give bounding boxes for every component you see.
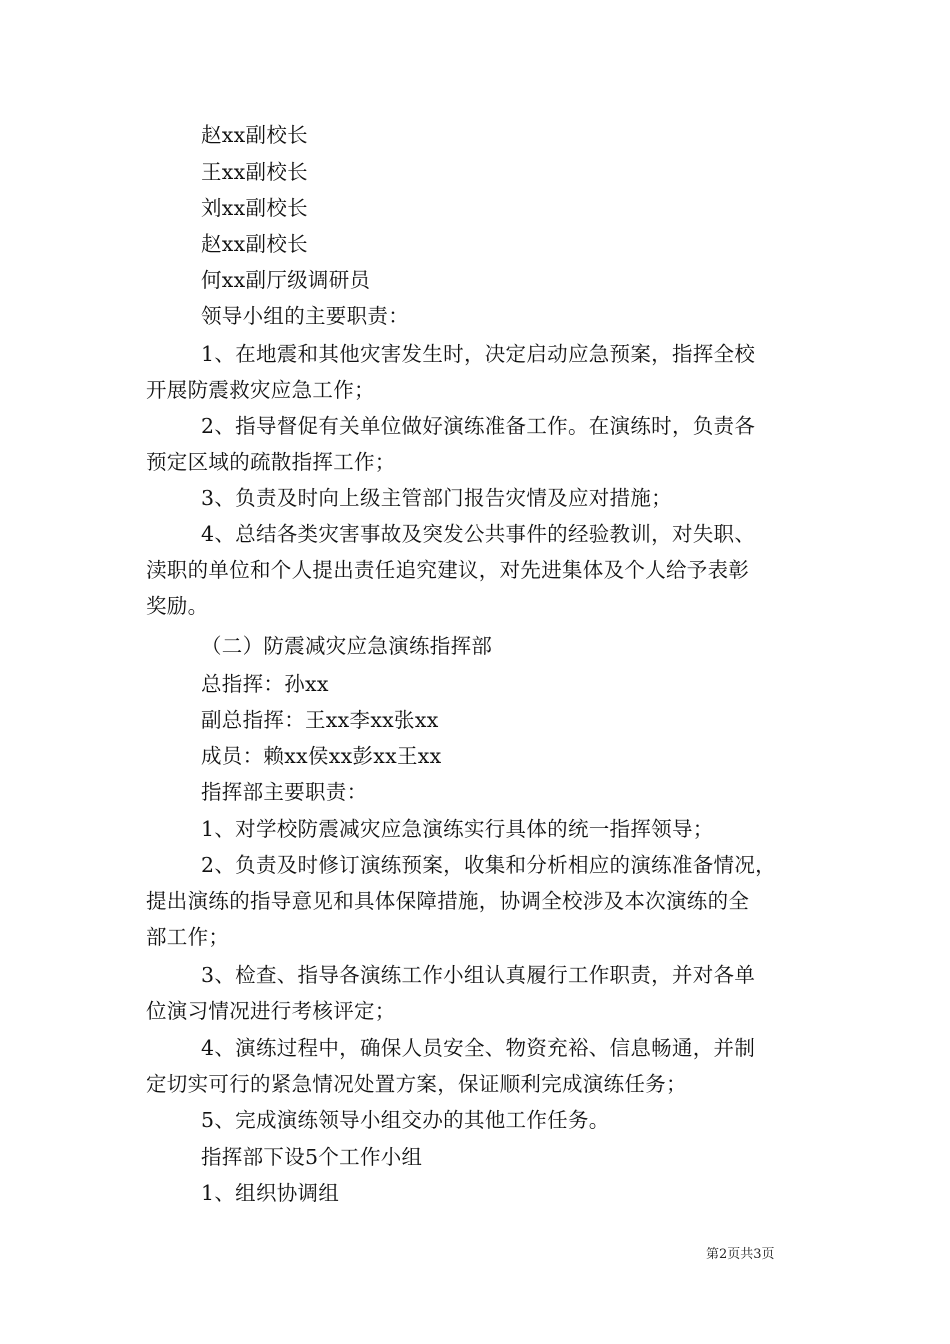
text-line: 位演习情况进行考核评定； xyxy=(146,999,396,1023)
text-line: 何xx副厅级调研员 xyxy=(201,268,371,292)
text-line: 成员：赖xx侯xx彭xx王xx xyxy=(201,744,442,768)
text-line: 奖励。 xyxy=(146,594,209,618)
text-line: 赵xx副校长 xyxy=(201,123,308,147)
text-line: 5、完成演练领导小组交办的其他工作任务。 xyxy=(201,1108,610,1132)
text-line: 4、演练过程中，确保人员安全、物资充裕、信息畅通，并制 xyxy=(201,1036,756,1060)
text-line: 指挥部下设5个工作小组 xyxy=(201,1145,423,1169)
text-line: 渎职的单位和个人提出责任追究建议，对先进集体及个人给予表彰 xyxy=(146,558,750,582)
text-line: 领导小组的主要职责： xyxy=(201,304,409,328)
text-line: 4、总结各类灾害事故及突发公共事件的经验教训，对失职、 xyxy=(201,522,756,546)
text-line: 1、在地震和其他灾害发生时，决定启动应急预案，指挥全校 xyxy=(201,342,756,366)
text-line: 提出演练的指导意见和具体保障措施，协调全校涉及本次演练的全 xyxy=(146,889,750,913)
text-line: 副总指挥：王xx李xx张xx xyxy=(201,708,439,732)
section-heading: （二）防震减灾应急演练指挥部 xyxy=(201,634,493,658)
text-line: 总指挥：孙xx xyxy=(201,672,329,696)
text-line: 王xx副校长 xyxy=(201,160,308,184)
text-line: 3、检查、指导各演练工作小组认真履行工作职责，并对各单 xyxy=(201,963,756,987)
text-line: 开展防震救灾应急工作； xyxy=(146,378,375,402)
text-line: 1、组织协调组 xyxy=(201,1181,340,1205)
text-line: 赵xx副校长 xyxy=(201,232,308,256)
text-line: 3、负责及时向上级主管部门报告灾情及应对措施； xyxy=(201,486,672,510)
text-line: 1、对学校防震减灾应急演练实行具体的统一指挥领导； xyxy=(201,817,714,841)
text-line: 2、负责及时修订演练预案，收集和分析相应的演练准备情况， xyxy=(201,853,776,877)
text-line: 部工作； xyxy=(146,925,230,949)
text-line: 定切实可行的紧急情况处置方案，保证顺利完成演练任务； xyxy=(146,1072,687,1096)
text-line: 2、指导督促有关单位做好演练准备工作。在演练时，负责各 xyxy=(201,414,756,438)
text-line: 指挥部主要职责： xyxy=(201,780,368,804)
page-number: 第2页共3页 xyxy=(706,1247,775,1262)
text-line: 预定区域的疏散指挥工作； xyxy=(146,450,396,474)
text-line: 刘xx副校长 xyxy=(201,196,308,220)
